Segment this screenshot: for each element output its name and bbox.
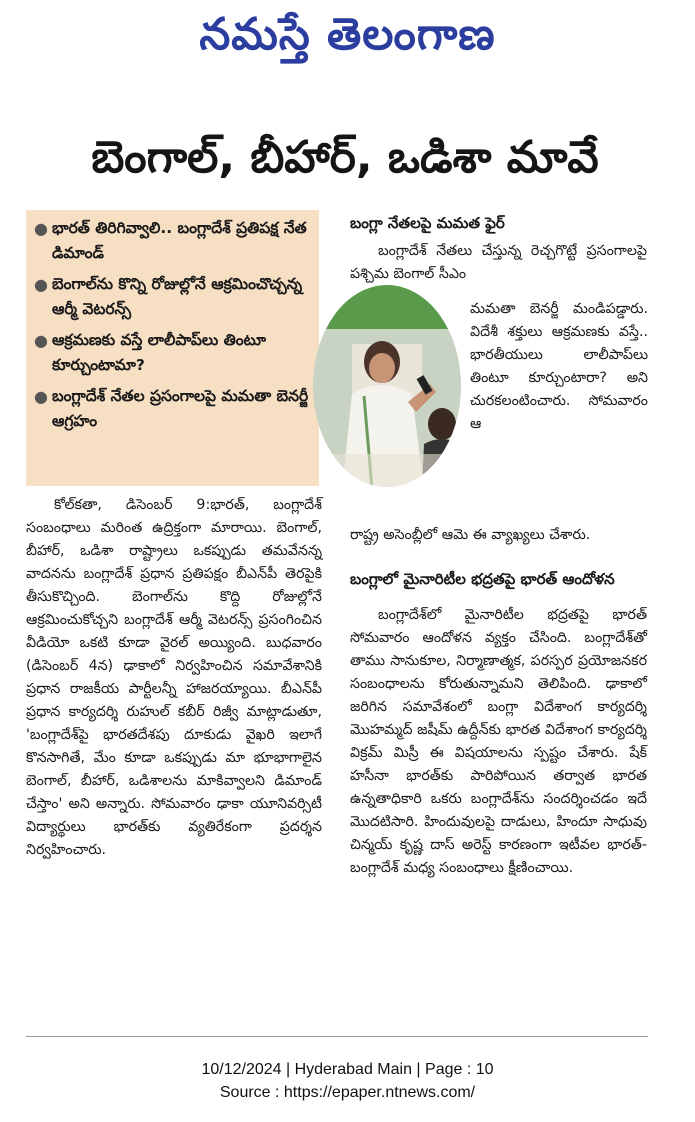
masthead-title: నమస్తే తెలంగాణ xyxy=(199,9,496,60)
body-minorities: బంగ్లాదేశ్‌లో మైనారిటీల భద్రతపై భారత్ సోమవారం ఆందోళన వ్యక్తం చేసింది. బంగ్లాదేశ్‌తో తాము సానుకూల, నిర్మాణాత్మక, పరస్పర ప్రయోజనకర సంబంధాలను కోరుతున్నామని తెలిపింది. ఢాకాలో జరిగిన సమావేశంలో బంగ్లా విదేశాంగ కార్యదర్శి మొహమ్మద్ జషీమ్ ఉద్దీన్‌కు భారత విదేశాంగ కార్యదర్శి విక్రమ్ మిస్రీ ఈ విషయాలను స్పష్టం చేశారు. షేక్ హసీనా భారత్‌కు పారిపోయిన తర్వాత భారత ఉన్నతాధికారి ఒకరు బంగ్లాదేశ్‌ను సందర్శించడం ఇదే మొదటిసారి. హిందువులపై దాడులు, హిందూ సాధువు చిన్మయ్ కృష్ణ దాస్ అరెస్ట్ కారణంగా ఇటీవల భారత్-బంగ్లాదేశ్ మధ్య సంబంధాలు క్షీణించాయి. xyxy=(350,607,647,876)
mamata-photo xyxy=(312,284,462,489)
highlight-text: బెంగాల్‌ను కొన్ని రోజుల్లోనే ఆక్రమించొచ్చన్న ఆర్మీ వెటరన్స్ xyxy=(52,275,303,318)
masthead xyxy=(0,0,695,80)
footer xyxy=(0,1058,695,1104)
bullet-icon: ● xyxy=(34,275,48,294)
footer-date-edition: 10/12/2024 | Hyderabad Main | Page : 10 xyxy=(201,1061,494,1078)
highlights-box xyxy=(26,210,319,486)
highlight-text: భారత్ తిరిగివ్వాలి.. బంగ్లాదేశ్ ప్రతిపక్ష నేత డిమాండ్ xyxy=(52,219,307,262)
bullet-icon: ● xyxy=(34,331,48,350)
highlight-text: ఆక్రమణకు వస్తే లాలీపాప్‌లు తింటూ కూర్చుంటామా? xyxy=(52,331,266,374)
bullet-icon: ● xyxy=(34,219,48,238)
body-mamata-wrap: మమతా బెనర్జీ మండిపడ్డారు. విదేశీ శక్తులు ఆక్రమణకు వస్తే.. భారతీయులు లాలీపాప్‌లు తింటూ కూర్చుంటారా? అని చురకలంటించారు. సోమవారం ఆ xyxy=(470,301,648,432)
subhead-mamata-fire: బంగ్లా నేతలపై మమత ఫైర్ xyxy=(350,214,505,232)
footer-source: Source : https://epaper.ntnews.com/ xyxy=(219,1084,476,1101)
highlight-item xyxy=(34,272,311,322)
footer-divider xyxy=(26,1036,648,1037)
article-headline: బెంగాల్, బీహార్, ఒడిశా మావే xyxy=(91,132,599,183)
bullet-icon: ● xyxy=(34,387,48,406)
body-mamata-end: రాష్ట్ర అసెంబ్లీలో ఆమె ఈ వ్యాఖ్యలు చేశారు. xyxy=(350,527,591,543)
body-main: కోల్‌కతా, డిసెంబర్ 9:భారత్, బంగ్లాదేశ్ సంబంధాలు మరింత ఉద్రిక్తంగా మారాయి. బెంగాల్, బీహార్, ఒడిశా రాష్ట్రాలు ఒకప్పుడు తమవేనన్న వాదనను బంగ్లాదేశ్ ప్రధాన ప్రతిపక్షం బీఎన్‌పీ తెరపైకి తీసుకొచ్చింది. బెంగాల్‌ను కొద్ది రోజుల్లోనే ఆక్రమించుకోచ్చని బంగ్లాదేశ్ ఆర్మీ వెటరన్స్ ప్రసంగించిన వీడియో ఒకటి కూడా వైరల్ అయ్యింది. బుధవారం (డిసెంబర్ 4న) ఢాకాలో నిర్వహించిన సమావేశానికి ప్రధాన రాజకీయ పార్టీలన్నీ హాజరయ్యాయి. బీఎన్‌పీ ప్రధాన కార్యదర్శి రుహుల్ కబీర్ రిజ్వీ మాట్లాడుతూ, 'బంగ్లాదేశ్‌పై భారతదేశపు దూకుడు వైఖరి ఇలాగే కొనసాగితే, మేం కూడా ఒకప్పుడు మా భూభాగాలైన బెంగాల్, బీహార్, ఒడిశాలను మాకివ్వాలని డిమాండ్ చేస్తాం' అని అన్నారు. సోమవారం ఢాకా యూనివర్సిటీ విద్యార్థులు భారత్‌కు వ్యతిరేకంగా ప్రదర్శన నిర్వహించారు. xyxy=(26,497,322,858)
highlight-item xyxy=(34,216,311,266)
body-mamata-top: బంగ్లాదేశ్ నేతలు చేస్తున్న రెచ్చగొట్టే ప్రసంగాలపై పశ్చిమ బెంగాల్ సీఎం xyxy=(350,243,647,282)
highlight-item xyxy=(34,328,311,378)
highlight-item xyxy=(34,384,311,434)
highlight-text: బంగ్లాదేశ్ నేతల ప్రసంగాలపై మమతా బెనర్జీ ఆగ్రహం xyxy=(52,387,309,430)
subhead-minorities: బంగ్లాలో మైనారిటీల భద్రతపై భారత్ ఆందోళన xyxy=(350,570,615,588)
